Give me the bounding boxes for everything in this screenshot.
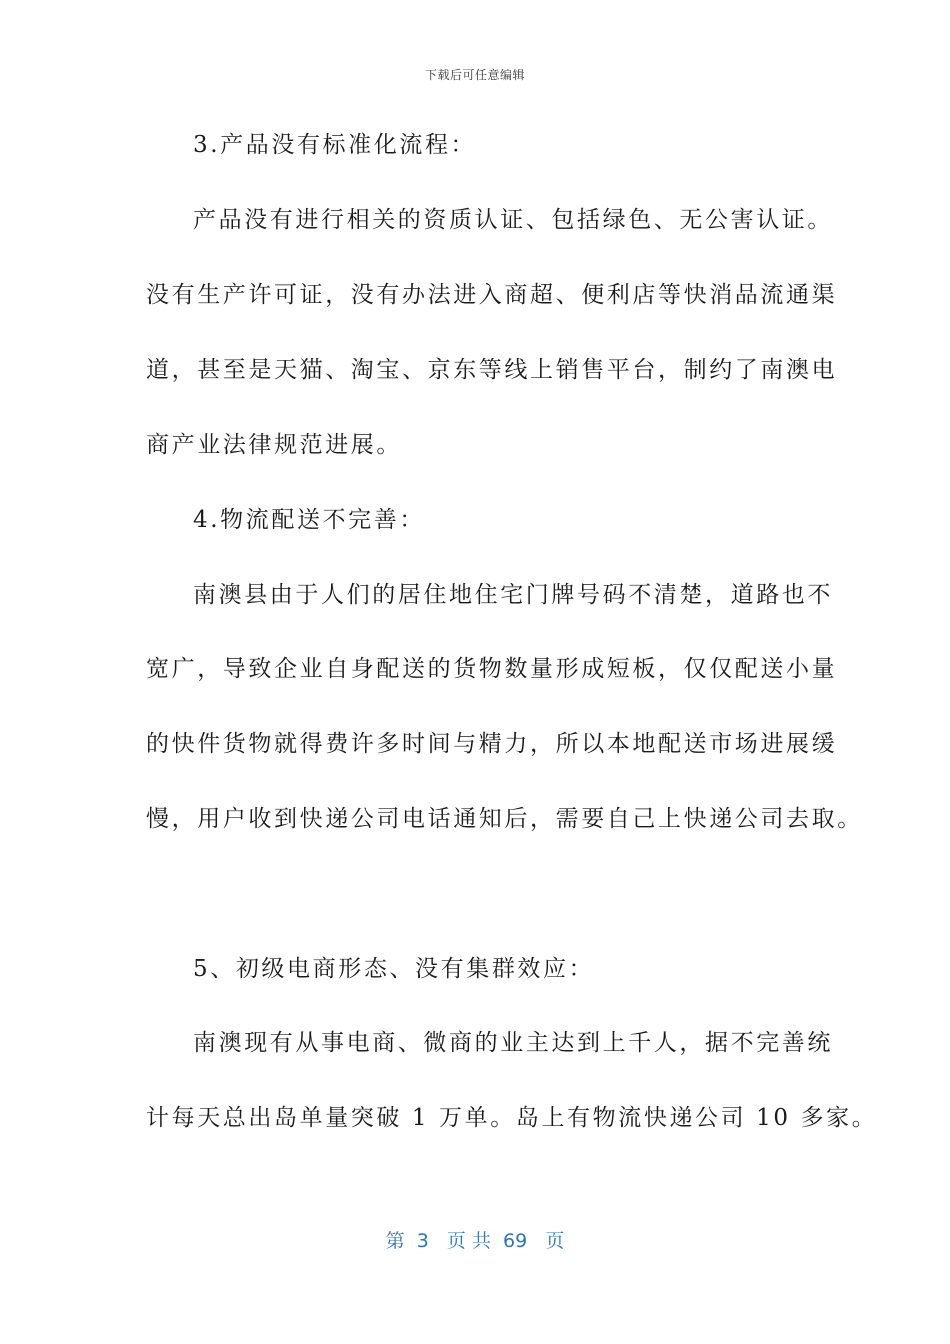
header-note: 下载后可任意编辑 — [424, 68, 525, 82]
paragraph-line: 计每天总出岛单量突破 1 万单。岛上有物流快递公司 10 多家。 — [146, 1105, 878, 1131]
paragraph-line: 南澳县由于人们的居住地住宅门牌号码不清楚，道路也不 — [193, 582, 833, 608]
section-3-heading: 3.产品没有标准化流程： — [193, 132, 477, 158]
paragraph-line: 产品没有进行相关的资质认证、包括绿色、无公害认证。 — [193, 207, 833, 233]
page-footer: 第 3 页 共 69 页 — [385, 1230, 565, 1252]
section-5-heading: 5、初级电商形态、没有集群效应： — [193, 956, 595, 982]
paragraph-line: 慢，用户收到快递公司电话通知后，需要自己上快递公司去取。 — [146, 806, 863, 832]
section-4-heading: 4.物流配送不完善： — [193, 507, 425, 533]
paragraph-line: 南澳现有从事电商、微商的业主达到上千人，据不完善统 — [193, 1030, 833, 1056]
paragraph-line: 商产业法律规范进展。 — [146, 432, 402, 458]
paragraph-line: 宽广，导致企业自身配送的货物数量形成短板，仅仅配送小量 — [146, 656, 838, 682]
paragraph-line: 没有生产许可证，没有办法进入商超、便利店等快消品流通渠 — [146, 282, 838, 308]
paragraph-line: 道，甚至是天猫、淘宝、京东等线上销售平台，制约了南澳电 — [146, 357, 838, 383]
paragraph-line: 的快件货物就得费许多时间与精力，所以本地配送市场进展缓 — [146, 731, 838, 757]
